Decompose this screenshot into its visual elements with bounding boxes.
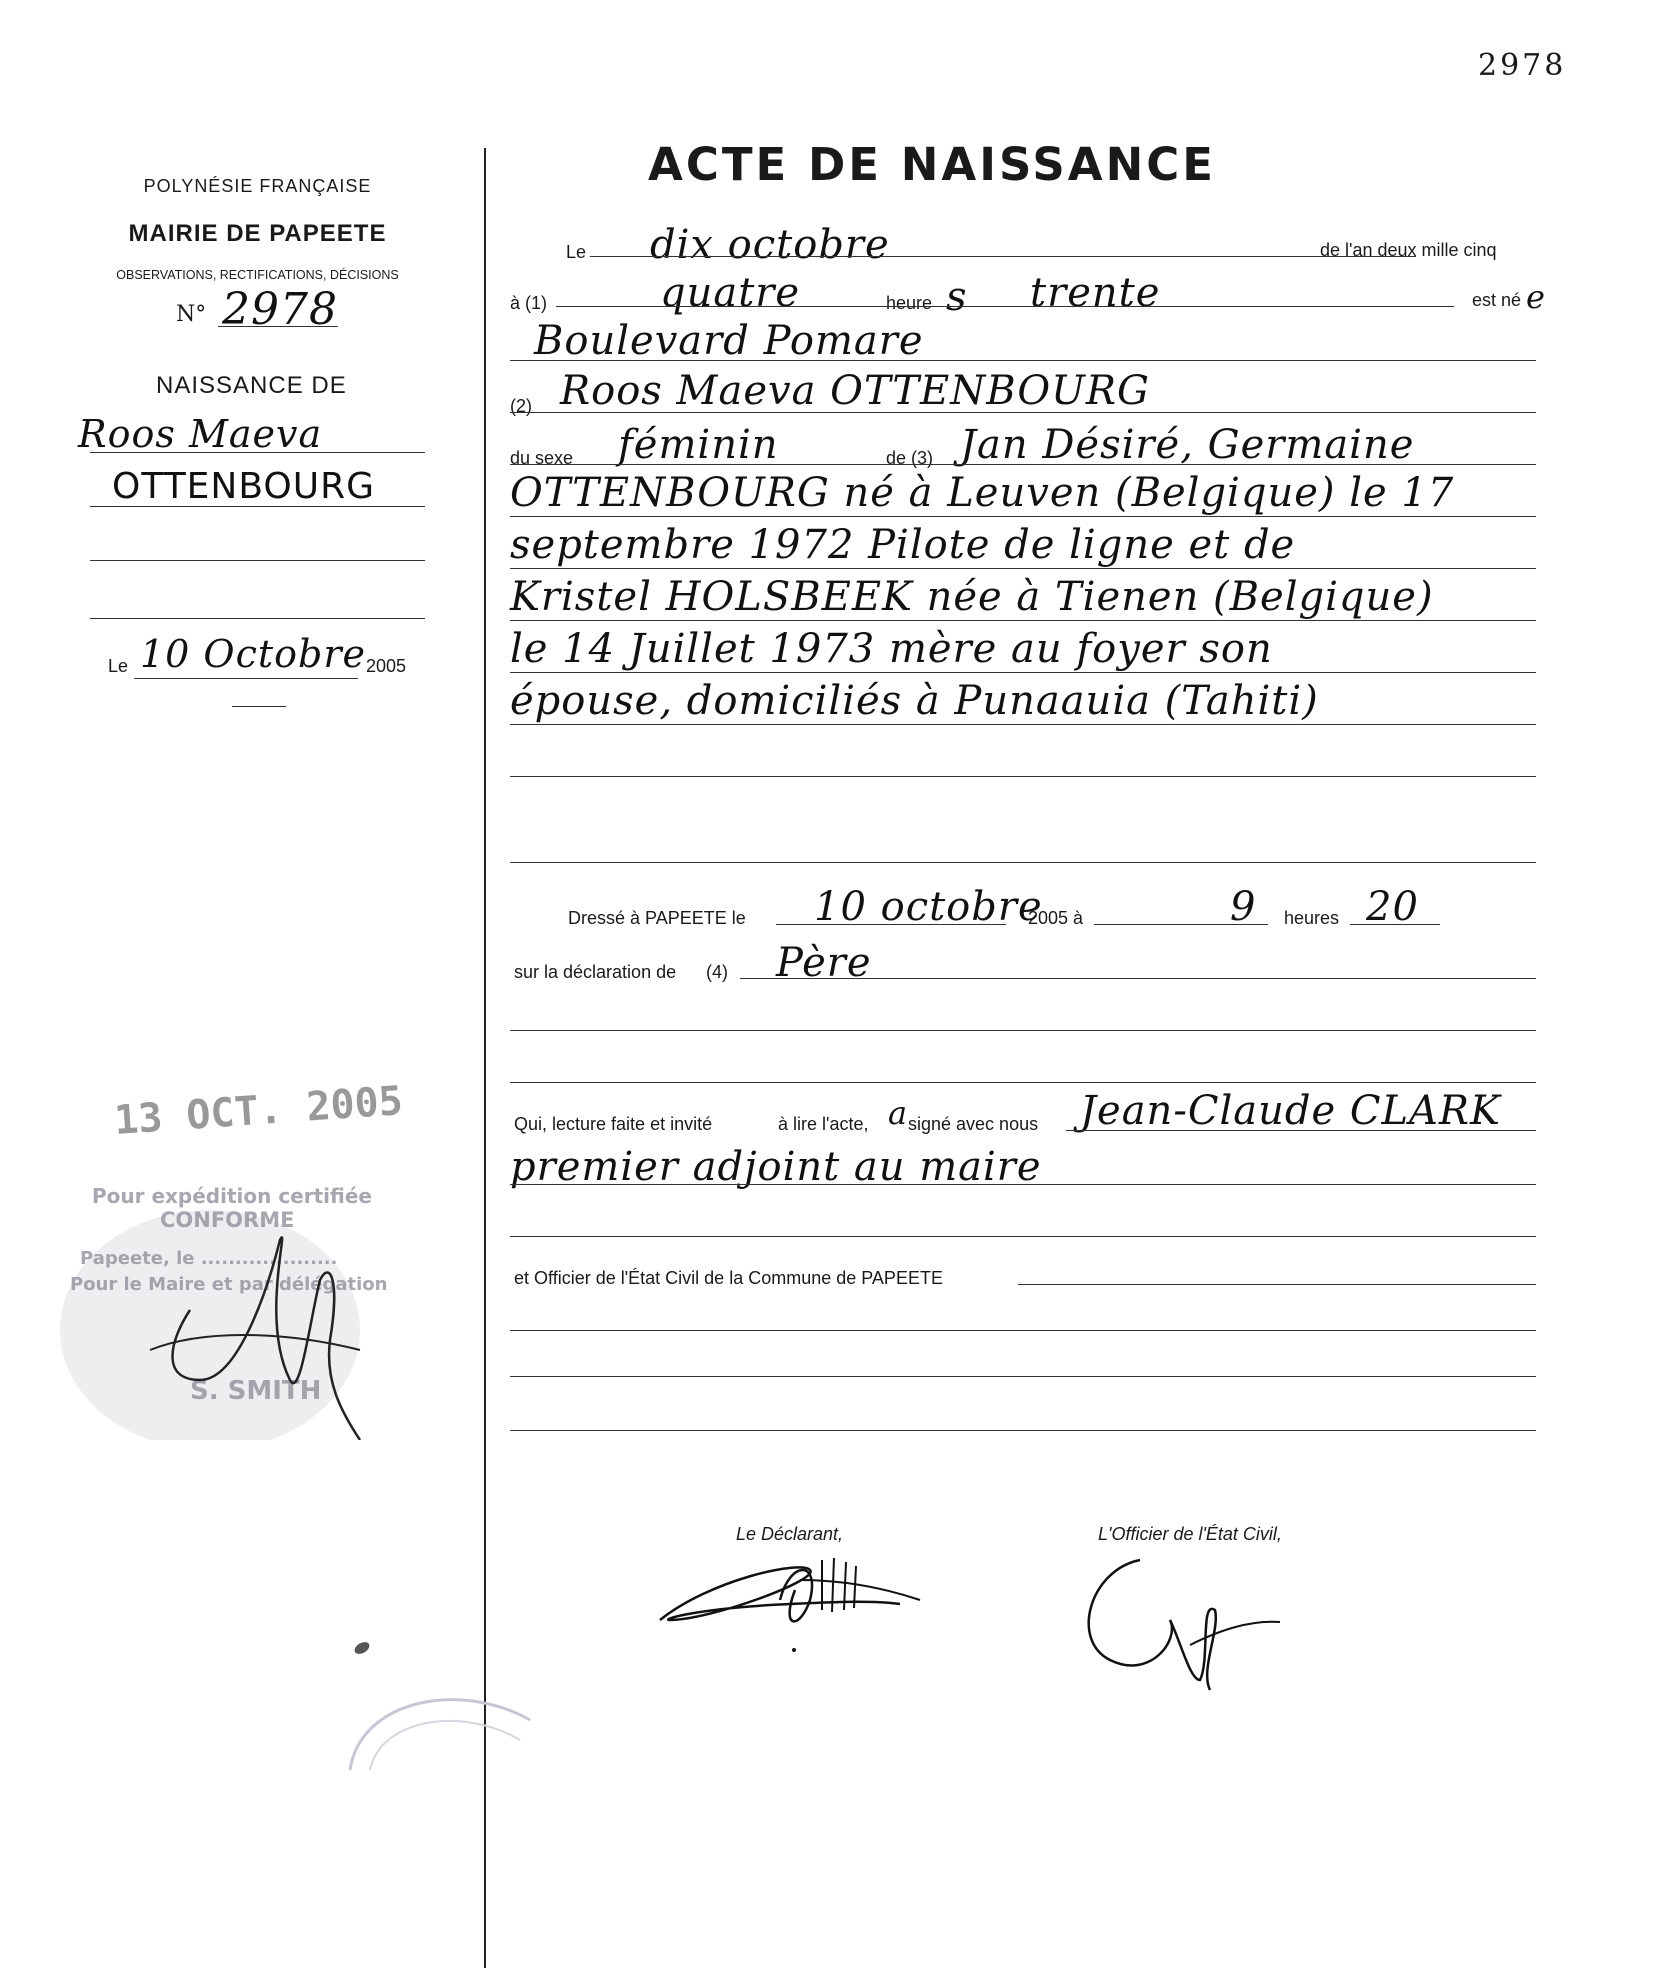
officier-label: et Officier de l'État Civil de la Commune de PAPEETE [514, 1268, 943, 1288]
sexe-value: féminin [618, 422, 779, 468]
sidebar-date-value: 10 Octobre [140, 632, 366, 676]
officier-blank-1 [510, 1330, 1536, 1331]
heures-label: heure [886, 293, 933, 313]
sidebar-line-3 [90, 560, 425, 561]
lecture-label: Qui, lecture faite et invité [514, 1114, 713, 1134]
stamp-line5: S. SMITH [190, 1376, 322, 1406]
officier-signature-label: L'Officier de l'État Civil, [1098, 1524, 1282, 1544]
officer-title: premier adjoint au maire [510, 1144, 1042, 1190]
dresse-hour: 9 [1230, 884, 1257, 930]
parents-line3: septembre 1972 Pilote de ligne et de [510, 522, 1296, 568]
numero-label: N° [176, 302, 207, 327]
declaration-line [740, 978, 1536, 979]
heures-suffix: s [946, 274, 968, 320]
year-text: de l'an deux mille cinq [1320, 240, 1497, 260]
document-number: 2978 [1478, 48, 1567, 83]
parents-line-rule-6 [510, 724, 1536, 725]
sidebar-date-underline [134, 678, 358, 679]
dresse-minutes-line [1350, 924, 1440, 925]
officier-blank-3 [510, 1430, 1536, 1431]
parents-line-rule-3 [510, 568, 1536, 569]
stamp-line4: Pour le Maire et par délégation [70, 1274, 388, 1295]
sidebar-name-line2: OTTENBOURG [112, 466, 376, 507]
hour-written: quatre [660, 270, 801, 316]
parents-line-rule-5 [510, 672, 1536, 673]
sidebar-line-1 [90, 452, 425, 453]
numero-value: 2978 [222, 284, 338, 335]
name-label: (2) [510, 396, 532, 416]
stamp-signature [40, 1077, 450, 1440]
lecture-line [1066, 1130, 1536, 1131]
dresse-heures-label: heures [1284, 908, 1340, 928]
territory-label: POLYNÉSIE FRANÇAISE [143, 176, 372, 196]
officer-name: Jean-Claude CLARK [1080, 1088, 1501, 1134]
place-line [510, 360, 1536, 361]
date-line [590, 256, 1416, 257]
sidebar-le-label: Le [108, 656, 129, 676]
blank-line-2 [510, 862, 1536, 863]
stamp-line1: Pour expédition certifiée [92, 1184, 372, 1208]
sidebar-line-4 [90, 618, 425, 619]
mairie-label: MAIRIE DE PAPEETE [128, 220, 387, 247]
declarant-written: Père [776, 940, 872, 986]
sidebar-short-rule [232, 706, 286, 707]
de-label: de (3) [886, 448, 934, 468]
blank-line-1 [510, 776, 1536, 777]
ink-blot-icon [350, 1636, 374, 1660]
naissance-de-label: NAISSANCE DE [156, 372, 347, 399]
page-title: ACTE DE NAISSANCE [648, 138, 1216, 191]
sidebar-year: 2005 [366, 656, 407, 676]
sidebar [0, 0, 480, 1974]
stamp-line3: Papeete, le .................... [80, 1248, 338, 1269]
declarant-signature-label: Le Déclarant, [736, 1524, 844, 1544]
dresse-year: 2005 à [1028, 908, 1084, 928]
parents-line-rule-4 [510, 620, 1536, 621]
declaration-num: (4) [706, 962, 728, 982]
signe-label: signé avec nous [908, 1114, 1039, 1134]
le-label: Le [566, 242, 587, 262]
date-written: dix octobre [650, 222, 890, 268]
place-written: Boulevard Pomare [534, 318, 924, 364]
parents-line-rule-2 [510, 516, 1536, 517]
time-line [556, 306, 1454, 307]
name-line [510, 412, 1536, 413]
est-ne-label: est né [1472, 290, 1522, 310]
numero-underline [218, 326, 338, 327]
officier-line [1018, 1284, 1536, 1285]
minutes-written: trente [1030, 270, 1161, 316]
a-signe-written: a [888, 1094, 909, 1132]
officier-signature [1070, 1540, 1290, 1710]
observations-label: OBSERVATIONS, RECTIFICATIONS, DÉCISIONS [116, 268, 399, 282]
declaration-blank-1 [510, 1030, 1536, 1031]
parents-line1: Jan Désiré, Germaine [960, 422, 1415, 468]
dresse-label: Dressé à PAPEETE le [568, 908, 746, 928]
dresse-date: 10 octobre [814, 884, 1043, 930]
parents-line2: OTTENBOURG né à Leuven (Belgique) le 17 [510, 470, 1455, 516]
certification-stamp [40, 1077, 450, 1440]
lecture-blank [510, 1236, 1536, 1237]
declaration-blank-2 [510, 1082, 1536, 1083]
dresse-hour-line [1094, 924, 1268, 925]
sidebar-name-line1: Roos Maeva [78, 412, 323, 456]
parents-line4: Kristel HOLSBEEK née à Tienen (Belgique) [510, 574, 1434, 620]
declarant-signature [650, 1540, 950, 1680]
declaration-label: sur la déclaration de [514, 962, 677, 982]
dresse-minutes: 20 [1366, 884, 1419, 930]
stamp-date: 13 OCT. 2005 [112, 1077, 405, 1145]
dresse-date-line [776, 924, 1006, 925]
parents-line6: épouse, domiciliés à Punaauia (Tahiti) [510, 678, 1319, 724]
parents-line-rule-1 [510, 464, 1536, 465]
officier-blank-2 [510, 1376, 1536, 1377]
est-ne-suffix: e [1526, 278, 1546, 316]
stamp-line2: CONFORME [160, 1208, 295, 1232]
sexe-label: du sexe [510, 448, 574, 468]
lire-label: à lire l'acte, [778, 1114, 869, 1134]
parents-line5: le 14 Juillet 1973 mère au foyer son [510, 626, 1273, 672]
sidebar-line-2 [90, 506, 425, 507]
child-name: Roos Maeva OTTENBOURG [560, 368, 1150, 414]
a-label: à (1) [510, 293, 548, 313]
officer-title-line [510, 1184, 1536, 1185]
